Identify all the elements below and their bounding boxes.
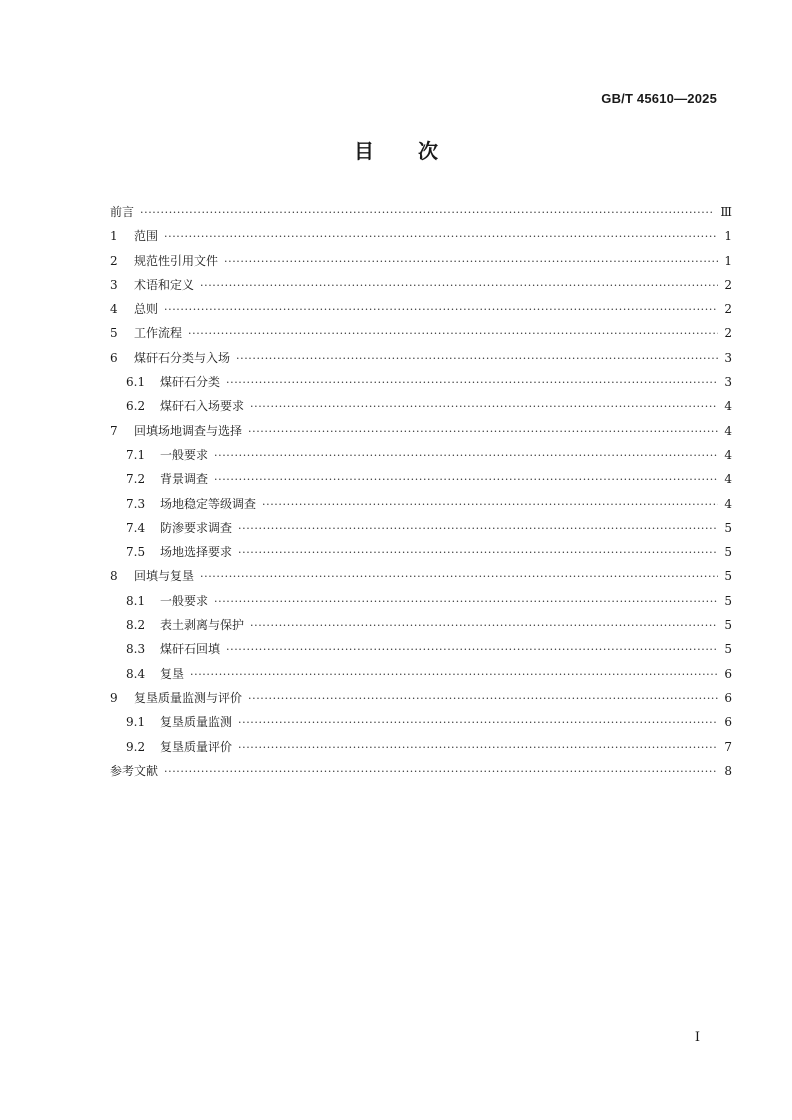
toc-entry[interactable] <box>110 370 732 394</box>
toc-entry-number: 5 <box>110 326 118 341</box>
toc-entry-label: 前言 <box>110 205 135 219</box>
toc-entry-page: 6 <box>724 666 732 681</box>
toc-entry[interactable] <box>110 492 732 516</box>
toc-dot-leader <box>200 274 718 298</box>
toc-entry-label: 总则 <box>134 302 159 317</box>
toc-dot-leader <box>164 760 718 784</box>
toc-entry-page: 5 <box>724 545 732 560</box>
toc-dot-leader <box>238 711 718 735</box>
toc-entry-label: 场地选择要求 <box>160 545 233 560</box>
toc-entry-page: 1 <box>724 229 732 244</box>
toc-entry-number: 8.4 <box>126 666 146 681</box>
toc-dot-leader <box>200 565 718 589</box>
toc-entry-number: 9.2 <box>126 739 146 754</box>
toc-entry[interactable] <box>110 419 732 443</box>
toc-entry-label: 一般要求 <box>160 447 209 462</box>
toc-dot-leader <box>238 517 718 541</box>
toc-entry-number: 8.1 <box>126 593 146 608</box>
toc-entry[interactable] <box>110 686 732 710</box>
toc-entry-page: 3 <box>724 350 732 365</box>
toc-entry-number: 2 <box>110 253 118 268</box>
toc-entry[interactable] <box>110 759 732 783</box>
toc-dot-leader <box>190 663 718 687</box>
toc-dot-leader <box>226 371 718 395</box>
toc-entry-page: Ⅲ <box>720 205 732 219</box>
toc-entry-number: 8 <box>110 569 118 584</box>
toc-entry-page: 3 <box>724 375 732 390</box>
toc-entry-number: 9.1 <box>126 715 146 730</box>
toc-entry-page: 5 <box>724 569 732 584</box>
toc-entry[interactable] <box>110 516 732 540</box>
toc-entry[interactable] <box>110 662 732 686</box>
toc-entry-label: 回填场地调查与选择 <box>134 423 243 438</box>
toc-entry[interactable] <box>110 735 732 759</box>
table-of-contents <box>110 200 732 783</box>
toc-entry-page: 5 <box>724 520 732 535</box>
toc-entry-label: 复垦质量监测 <box>160 715 233 730</box>
toc-entry-page: 2 <box>724 326 732 341</box>
toc-entry[interactable] <box>110 564 732 588</box>
toc-entry[interactable] <box>110 249 732 273</box>
toc-entry-page: 7 <box>724 739 732 754</box>
toc-entry-number: 7 <box>110 423 118 438</box>
toc-dot-leader <box>238 541 718 565</box>
toc-dot-leader <box>248 420 718 444</box>
toc-entry-number: 7.2 <box>126 472 146 487</box>
toc-entry-number: 9 <box>110 690 118 705</box>
toc-entry-label: 防渗要求调查 <box>160 520 233 535</box>
standard-code: GB/T 45610—2025 <box>601 91 717 106</box>
toc-entry-label: 场地稳定等级调查 <box>160 496 257 511</box>
toc-entry-page: 1 <box>724 253 732 268</box>
toc-entry-number: 4 <box>110 302 118 317</box>
toc-entry-label: 回填与复垦 <box>134 569 195 584</box>
toc-entry[interactable] <box>110 200 732 224</box>
toc-entry[interactable] <box>110 321 732 345</box>
toc-entry-number: 8.3 <box>126 642 146 657</box>
toc-entry-number: 7.1 <box>126 447 146 462</box>
toc-dot-leader <box>224 250 718 274</box>
toc-dot-leader <box>140 201 714 225</box>
toc-entry-page: 5 <box>724 593 732 608</box>
toc-entry-page: 8 <box>724 763 732 778</box>
toc-entry-page: 6 <box>724 715 732 730</box>
toc-dot-leader <box>238 736 718 760</box>
toc-entry[interactable] <box>110 394 732 418</box>
toc-entry-page: 4 <box>724 423 732 438</box>
toc-entry[interactable] <box>110 589 732 613</box>
toc-entry-page: 2 <box>724 302 732 317</box>
toc-entry[interactable] <box>110 224 732 248</box>
toc-entry-label: 煤矸石回填 <box>160 642 221 657</box>
toc-entry-label: 复垦质量监测与评价 <box>134 690 243 705</box>
toc-entry-page: 4 <box>724 472 732 487</box>
toc-dot-leader <box>250 614 718 638</box>
toc-entry-number: 7.3 <box>126 496 146 511</box>
toc-dot-leader <box>164 298 718 322</box>
toc-entry-number: 7.5 <box>126 545 146 560</box>
toc-entry-label: 复垦质量评价 <box>160 739 233 754</box>
toc-dot-leader <box>214 444 718 468</box>
toc-entry[interactable] <box>110 273 732 297</box>
toc-entry-label: 规范性引用文件 <box>134 253 219 268</box>
toc-entry-page: 5 <box>724 642 732 657</box>
toc-entry-label: 范围 <box>134 229 159 244</box>
page-title: 目次 <box>354 139 482 163</box>
toc-entry-page: 4 <box>724 447 732 462</box>
toc-entry[interactable] <box>110 540 732 564</box>
toc-entry-page: 4 <box>724 399 732 414</box>
toc-entry-label: 煤矸石分类 <box>160 375 221 390</box>
toc-entry-label: 工作流程 <box>134 326 183 341</box>
toc-dot-leader <box>214 590 718 614</box>
toc-entry-label: 参考文献 <box>110 763 159 778</box>
toc-entry[interactable] <box>110 710 732 734</box>
toc-entry-number: 8.2 <box>126 618 146 633</box>
toc-entry-page: 5 <box>724 618 732 633</box>
toc-entry-page: 6 <box>724 690 732 705</box>
toc-entry-label: 一般要求 <box>160 593 209 608</box>
toc-dot-leader <box>248 687 718 711</box>
toc-entry-label: 术语和定义 <box>134 277 195 292</box>
toc-entry[interactable] <box>110 613 732 637</box>
toc-entry-number: 6.2 <box>126 399 146 414</box>
toc-entry-page: 2 <box>724 277 732 292</box>
toc-dot-leader <box>236 347 718 371</box>
toc-dot-leader <box>188 322 718 346</box>
toc-entry-label: 表土剥离与保护 <box>160 618 245 633</box>
toc-dot-leader <box>262 493 718 517</box>
toc-entry[interactable] <box>110 346 732 370</box>
toc-entry-label: 复垦 <box>160 666 185 681</box>
toc-entry[interactable] <box>110 467 732 491</box>
toc-entry-page: 4 <box>724 496 732 511</box>
toc-dot-leader <box>214 468 718 492</box>
toc-entry[interactable] <box>110 637 732 661</box>
page-folio: I <box>694 1030 700 1045</box>
toc-entry[interactable] <box>110 297 732 321</box>
toc-entry-number: 6 <box>110 350 118 365</box>
toc-entry-number: 3 <box>110 277 118 292</box>
toc-dot-leader <box>226 638 718 662</box>
toc-entry-label: 煤矸石分类与入场 <box>134 350 231 365</box>
toc-dot-leader <box>164 225 718 249</box>
toc-dot-leader <box>250 395 718 419</box>
toc-entry-number: 7.4 <box>126 520 146 535</box>
toc-entry-number: 1 <box>110 229 118 244</box>
toc-entry[interactable] <box>110 443 732 467</box>
toc-entry-number: 6.1 <box>126 375 146 390</box>
toc-entry-label: 煤矸石入场要求 <box>160 399 245 414</box>
toc-entry-label: 背景调查 <box>160 472 209 487</box>
